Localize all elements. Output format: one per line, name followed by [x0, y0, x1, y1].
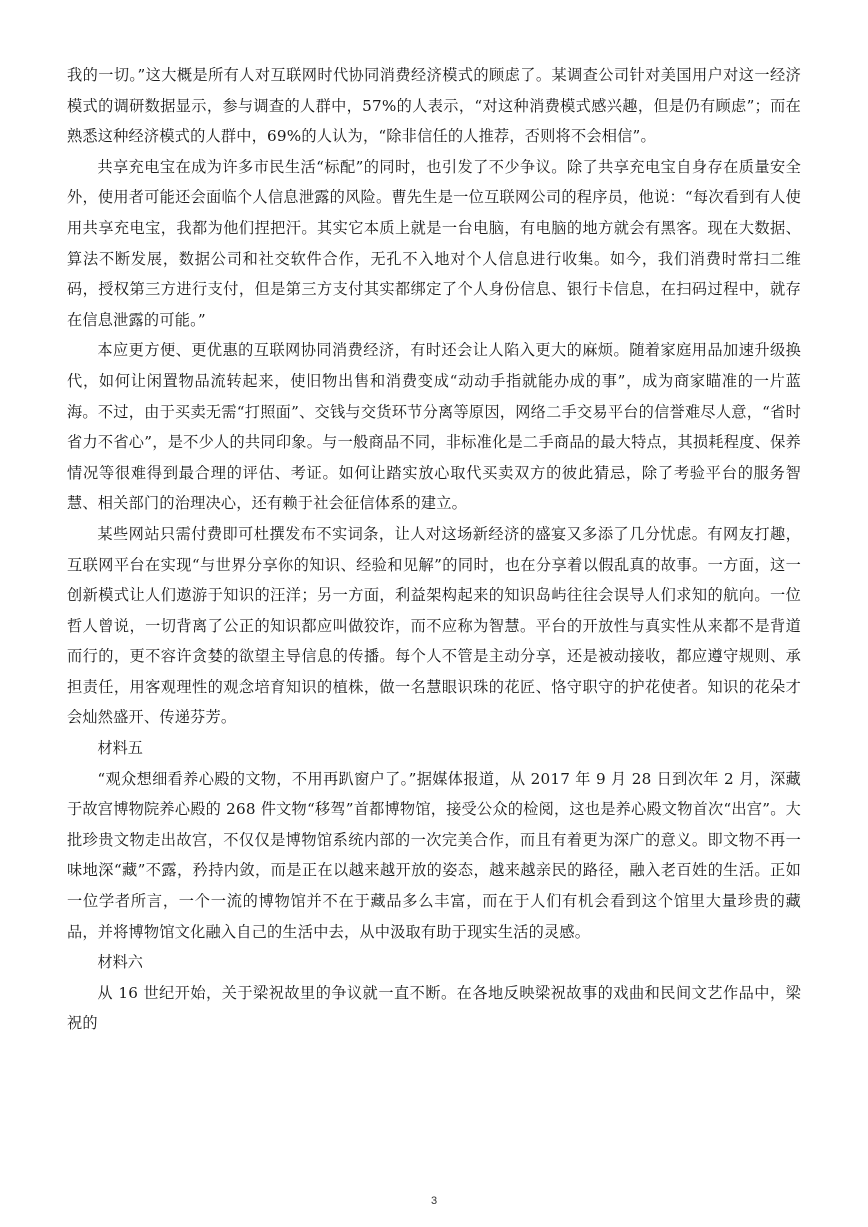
page-number: 3 [430, 1195, 438, 1207]
document-page [67, 60, 801, 1039]
paragraph-knowledge-platform: 某些网站只需付费即可杜撰发布不实词条，让人对这场新经济的盛宴又多添了几分忧虑。有网友打趣，互联网平台在实现“与世界分享你的知识、经验和见解”的同时，也在分享着以假乱真的故事。一方面，这一创新模式让人们遨游于知识的汪洋；另一方面，利益架构起来的知识岛屿往往会误导人们求知的航向。一位哲人曾说，一切背离了公正的知识都应叫做狡诈，而不应称为智慧。平台的开放性与真实性从来都不是背道而行的，更不容许贪婪的欲望主导信息的传播。每个人不管是主动分享，还是被动接收，都应遵守规则、承担责任，用客观理性的观念培育知识的植株，做一名慧眼识珠的花匠、恪守职守的护花使者。知识的花朵才会灿然盛开、传递芬芳。 [67, 524, 801, 727]
paragraph-continued: 我的一切。”这大概是所有人对互联网时代协同消费经济模式的顾虑了。某调查公司针对美国用户对这一经济模式的调研数据显示，参与调查的人群中，57%的人表示，“对这种消费模式感兴趣，但是仍有顾虑”；而在熟悉这种经济模式的人群中，69%的人认为，“除非信任的人推荐，否则将不会相信”。 [67, 66, 801, 146]
paragraph-material-5: “观众想细看养心殿的文物，不用再趴窗户了。”据媒体报道，从 2017 年 9 月 28 日到次年 2 月，深藏于故宫博物院养心殿的 268 件文物“移驾”首都博物馆，接受公众的检阅，这也是养心殿文物首次“出宫”。大批珍贵文物走出故宫，不仅仅是博物馆系统内部的一次完美合作，而且有着更为深广的意义。即文物不再一味地深“藏”不露，矜持内敛，而是正在以越来越开放的姿态，越来越亲民的路径，融入老百姓的生活。正如一位学者所言，一个一流的博物馆并不在于藏品多么丰富，而在于人们有机会看到这个馆里大量珍贵的藏品，并将博物馆文化融入自己的生活中去，从中汲取有助于现实生活的灵感。 [67, 769, 801, 941]
paragraph-second-hand-trade: 本应更方便、更优惠的互联网协同消费经济，有时还会让人陷入更大的麻烦。随着家庭用品加速升级换代，如何让闲置物品流转起来，使旧物出售和消费变成“动动手指就能办成的事”，成为商家瞄准的一片蓝海。不过，由于买卖无需“打照面”、交钱与交货环节分离等原因，网络二手交易平台的信誉难尽人意，“省时省力不省心”，是不少人的共同印象。与一般商品不同，非标准化是二手商品的最大特点，其损耗程度、保养情况等很难得到最合理的评估、考证。如何让踏实放心取代买卖双方的彼此猜忌，除了考验平台的服务智慧、相关部门的治理决心，还有赖于社会征信体系的建立。 [67, 341, 801, 513]
section-heading-material-6: 材料六 [97, 953, 143, 972]
section-heading-material-5: 材料五 [97, 739, 143, 758]
paragraph-material-6: 从 16 世纪开始，关于梁祝故里的争议就一直不断。在各地反映梁祝故事的戏曲和民间文艺作品中，梁祝的 [67, 983, 801, 1033]
paragraph-power-bank: 共享充电宝在成为许多市民生活“标配”的同时，也引发了不少争议。除了共享充电宝自身存在质量安全外，使用者可能还会面临个人信息泄露的风险。曹先生是一位互联网公司的程序员，他说：“每次看到有人使用共享充电宝，我都为他们捏把汗。其实它本质上就是一台电脑，有电脑的地方就会有黑客。现在大数据、算法不断发展，数据公司和社交软件合作，无孔不入地对个人信息进行收集。如今，我们消费时常扫二维码，授权第三方进行支付，但是第三方支付其实都绑定了个人身份信息、银行卡信息，在扫码过程中，就存在信息泄露的可能。” [67, 157, 801, 329]
